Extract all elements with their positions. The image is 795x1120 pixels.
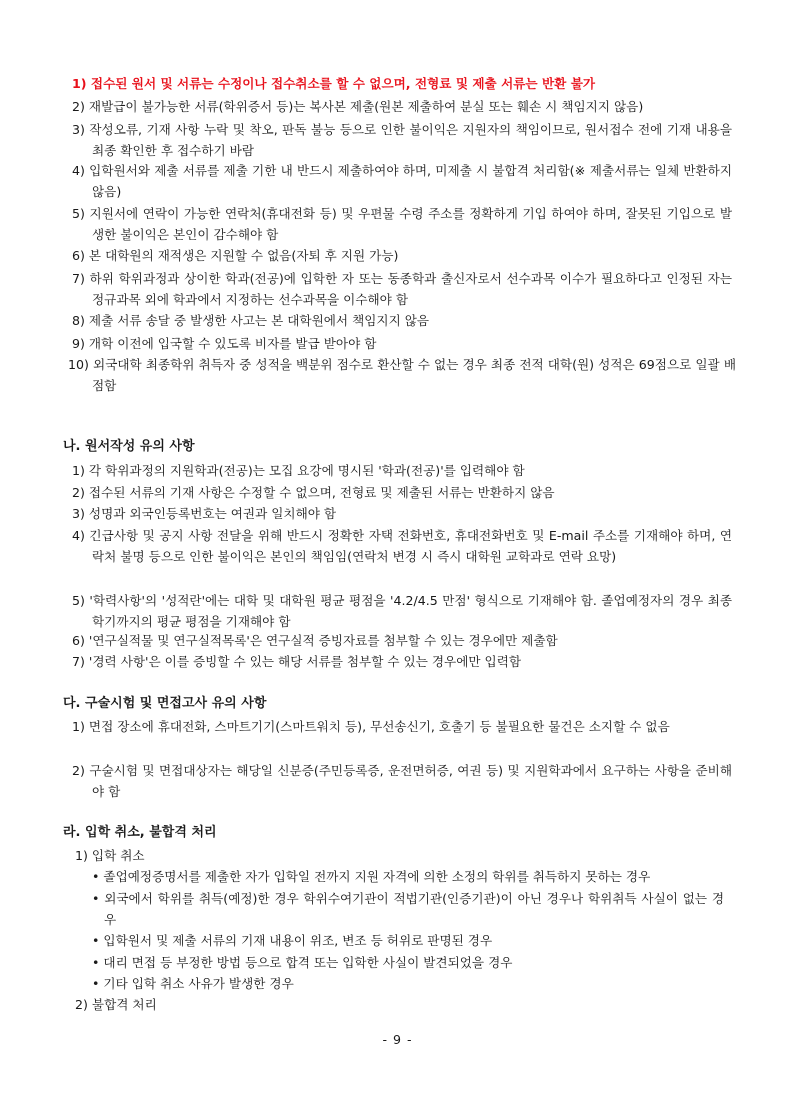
notice-item-10: 10) 외국대학 최종학위 취득자 중 성적을 백분위 점수로 환산할 수 없는 경우 최종 전적 대학(원) 성적은 69점으로 일괄 배점함 [68, 357, 736, 393]
cancellation-bullet-2: • 외국에서 학위를 취득(예정)한 경우 학위수여기관이 적법기관(인증기관)이 아닌 경우나 학위취득 사실이 없는 경우 [92, 891, 724, 927]
interview-item-1: 1) 면접 장소에 휴대전화, 스마트기기(스마트워치 등), 무선송신기, 호출기 등 불필요한 물건은 소지할 수 없음 [72, 719, 670, 734]
application-item-5: 5) '학력사항'의 '성적란'에는 대학 및 대학원 평균 평점을 '4.2/4.5 만점' 형식으로 기재해야 함. 졸업예정자의 경우 최종학기까지의 평균 평점을 기재해야 함 [72, 593, 732, 629]
application-item-2: 2) 접수된 서류의 기재 사항은 수정할 수 없으며, 전형료 및 제출된 서류는 반환하지 않음 [72, 485, 555, 500]
notice-item-5: 5) 지원서에 연락이 가능한 연락처(휴대전화 등) 및 우편물 수령 주소를 정확하게 기입 하여야 하며, 잘못된 기입으로 발생한 불이익은 본인이 감수해야 함 [72, 206, 732, 242]
cancellation-bullet-3: • 입학원서 및 제출 서류의 기재 내용이 위조, 변조 등 허위로 판명된 경우 [92, 933, 493, 948]
application-item-6: 6) '연구실적물 및 연구실적목록'은 연구실적 증빙자료를 첨부할 수 있는 경우에만 제출함 [72, 633, 558, 648]
application-item-7: 7) '경력 사항'은 이를 증빙할 수 있는 해당 서류를 첨부할 수 있는 경우에만 입력함 [72, 654, 522, 669]
notice-item-8: 8) 제출 서류 송달 중 발생한 사고는 본 대학원에서 책임지지 않음 [72, 313, 430, 328]
cancellation-bullet-5: • 기타 입학 취소 사유가 발생한 경우 [92, 976, 294, 991]
cancellation-sub-heading-1: 1) 입학 취소 [75, 848, 145, 863]
notice-item-1: 1) 접수된 원서 및 서류는 수정이나 접수취소를 할 수 없으며, 전형료 및 제출 서류는 반환 불가 [72, 76, 596, 91]
cancellation-sub-heading-2: 2) 불합격 처리 [75, 997, 157, 1012]
notice-item-4: 4) 입학원서와 제출 서류를 제출 기한 내 반드시 제출하여야 하며, 미제출 시 불합격 처리함(※ 제출서류는 일체 반환하지 않음) [72, 163, 732, 199]
notice-item-3: 3) 작성오류, 기재 사항 누락 및 착오, 판독 불능 등으로 인한 불이익은 지원자의 책임이므로, 원서접수 전에 기재 내용을 최종 확인한 후 접수하기 바람 [72, 122, 732, 158]
interview-item-2: 2) 구술시험 및 면접대상자는 해당일 신분증(주민등록증, 운전면허증, 여권 등) 및 지원학과에서 요구하는 사항을 준비해야 함 [72, 763, 732, 799]
section-heading-application: 나. 원서작성 유의 사항 [63, 439, 195, 454]
application-item-1: 1) 각 학위과정의 지원학과(전공)는 모집 요강에 명시된 '학과(전공)'를 입력해야 함 [72, 463, 525, 478]
notice-item-9: 9) 개학 이전에 입국할 수 있도록 비자를 발급 받아야 함 [72, 336, 377, 351]
application-item-4: 4) 긴급사항 및 공지 사항 전달을 위해 반드시 정확한 자택 전화번호, 휴대전화번호 및 E-mail 주소를 기재해야 하며, 연락처 불명 등으로 인한 불이익은 본인의 책임임(연락처 변경 시 즉시 대학원 교학과로 연락 요망) [72, 528, 732, 564]
application-item-3: 3) 성명과 외국인등록번호는 여권과 일치해야 함 [72, 506, 337, 521]
cancellation-bullet-1: • 졸업예정증명서를 제출한 자가 입학일 전까지 지원 자격에 의한 소정의 학위를 취득하지 못하는 경우 [92, 869, 651, 884]
section-heading-cancellation: 라. 입학 취소, 불합격 처리 [63, 825, 217, 840]
notice-item-7: 7) 하위 학위과정과 상이한 학과(전공)에 입학한 자 또는 동종학과 출신자로서 선수과목 이수가 필요하다고 인정된 자는 정규과목 외에 학과에서 지정하는 선수과목을 이수해야 함 [72, 271, 732, 307]
page-number: - 9 - [382, 1032, 413, 1047]
section-heading-interview: 다. 구술시험 및 면접고사 유의 사항 [63, 696, 267, 711]
notice-item-6: 6) 본 대학원의 재적생은 지원할 수 없음(자퇴 후 지원 가능) [72, 248, 399, 263]
notice-item-2: 2) 재발급이 불가능한 서류(학위증서 등)는 복사본 제출(원본 제출하여 분실 또는 훼손 시 책임지지 않음) [72, 99, 644, 114]
cancellation-bullet-4: • 대리 면접 등 부정한 방법 등으로 합격 또는 입학한 사실이 발견되었을 경우 [92, 955, 513, 970]
